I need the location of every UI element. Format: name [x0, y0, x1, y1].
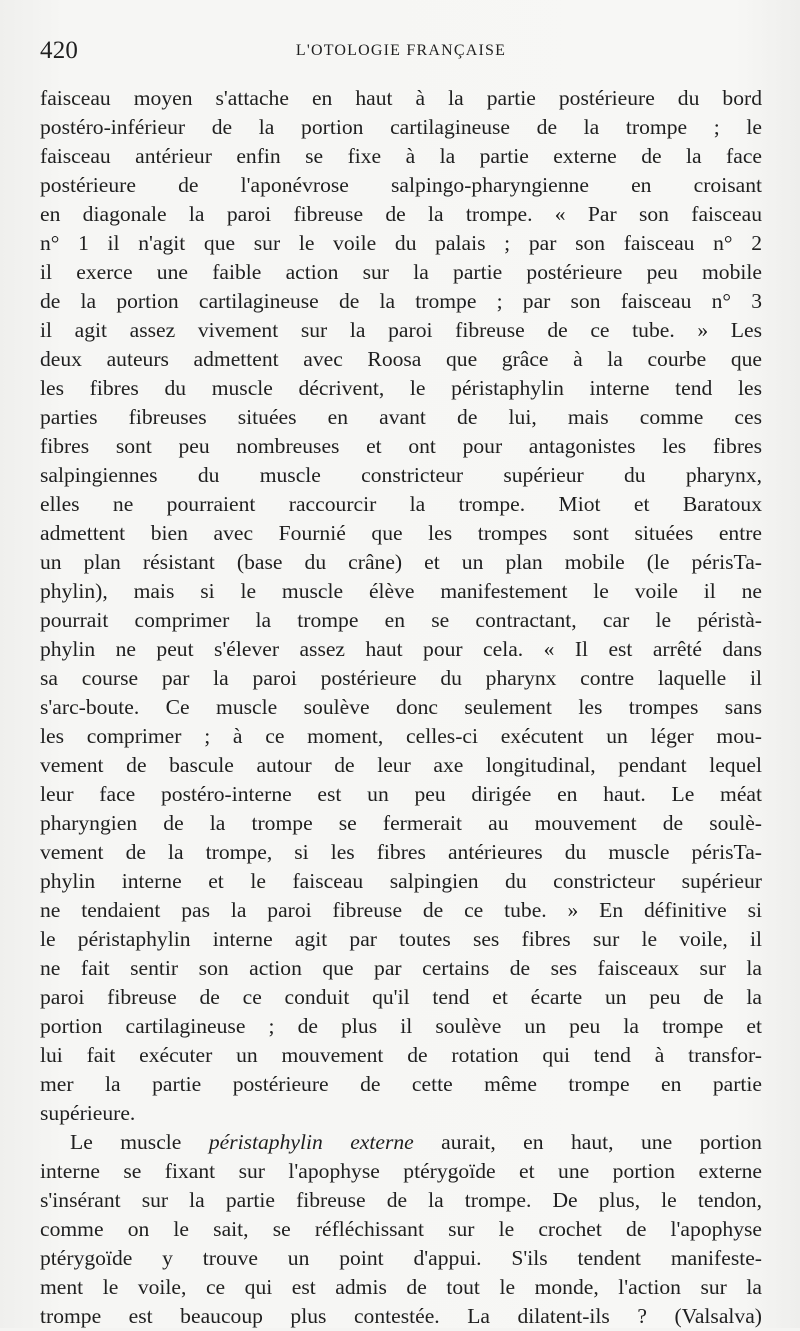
text-line: ne fait sentir son action que par certains de ses faisceaux sur la — [40, 956, 762, 980]
text-line: vement de la trompe, si les fibres antérieures du muscle périsTa- — [40, 840, 762, 864]
text-line: sa course par la paroi postérieure du pharynx contre laquelle il — [40, 666, 762, 690]
text-line: un plan résistant (base du crâne) et un plan mobile (le périsTa- — [40, 550, 762, 574]
text-line: en diagonale la paroi fibreuse de la trompe. « Par son faisceau — [40, 202, 762, 226]
text-line: salpingiennes du muscle constricteur supérieur du pharynx, — [40, 463, 762, 487]
text-line: interne se fixant sur l'apophyse ptérygoïde et une portion externe — [40, 1159, 762, 1183]
paragraph-first-line — [40, 1128, 762, 1157]
text-line: mer la partie postérieure de cette même trompe en partie — [40, 1072, 762, 1096]
text-line: admettent bien avec Fournié que les trompes sont situées entre — [40, 521, 762, 545]
text-line: les comprimer ; à ce moment, celles-ci exécutent un léger mou- — [40, 724, 762, 748]
text-line: parties fibreuses situées en avant de lui, mais comme ces — [40, 405, 762, 429]
paragraph-last-line: supérieure. — [40, 1101, 136, 1125]
text-line: ne tendaient pas la paroi fibreuse de ce tube. » En définitive si — [40, 898, 762, 922]
text-line: lui fait exécuter un mouvement de rotation qui tend à transfor- — [40, 1043, 762, 1067]
text-line: portion cartilagineuse ; de plus il soulève un peu la trompe et — [40, 1014, 762, 1038]
text-line: paroi fibreuse de ce conduit qu'il tend et écarte un peu de la — [40, 985, 762, 1009]
text-line: de la portion cartilagineuse de la trompe ; par son faisceau n° 3 — [40, 289, 762, 313]
text-line: ptérygoïde y trouve un point d'appui. S'ils tendent manifeste- — [40, 1246, 762, 1270]
page-header — [40, 28, 762, 70]
body-text — [40, 84, 762, 1331]
page-number: 420 — [40, 37, 79, 64]
italic-term: péristaphylin externe — [208, 1130, 414, 1154]
text-line: s'insérant sur la partie fibreuse de la trompe. De plus, le tendon, — [40, 1188, 762, 1212]
text-line: leur face postéro-interne est un peu dirigée en haut. Le méat — [40, 782, 762, 806]
text-line: trompe est beaucoup plus contestée. La dilatent-ils ? (Valsalva) — [40, 1304, 762, 1328]
text-line: s'arc-boute. Ce muscle soulève donc seulement les trompes sans — [40, 695, 762, 719]
text-line: le péristaphylin interne agit par toutes ses fibres sur le voile, il — [40, 927, 762, 951]
text-line: postérieure de l'aponévrose salpingo-pharyngienne en croisant — [40, 173, 762, 197]
line-segment: Le muscle — [70, 1130, 209, 1154]
text-line: ment le voile, ce qui est admis de tout le monde, l'action sur la — [40, 1275, 762, 1299]
line-segment: aurait, en haut, une portion — [413, 1130, 762, 1154]
text-line: postéro-inférieur de la portion cartilagineuse de la trompe ; le — [40, 115, 762, 139]
text-line: phylin interne et le faisceau salpingien du constricteur supérieur — [40, 869, 762, 893]
text-line: faisceau antérieur enfin se fixe à la partie externe de la face — [40, 144, 762, 168]
text-line: les fibres du muscle décrivent, le péristaphylin interne tend les — [40, 376, 762, 400]
text-line: phylin ne peut s'élever assez haut pour cela. « Il est arrêté dans — [40, 637, 762, 661]
text-line: faisceau moyen s'attache en haut à la partie postérieure du bord — [40, 86, 762, 110]
text-line: phylin), mais si le muscle élève manifestement le voile il ne — [40, 579, 762, 603]
text-line: pourrait comprimer la trompe en se contractant, car le péristà- — [40, 608, 762, 632]
text-line: comme on le sait, se réfléchissant sur le crochet de l'apophyse — [40, 1217, 762, 1241]
text-line: pharyngien de la trompe se fermerait au mouvement de soulè- — [40, 811, 762, 835]
text-line: n° 1 il n'agit que sur le voile du palais ; par son faisceau n° 2 — [40, 231, 762, 255]
text-line: il agit assez vivement sur la paroi fibreuse de ce tube. » Les — [40, 318, 762, 342]
text-line: fibres sont peu nombreuses et ont pour antagonistes les fibres — [40, 434, 762, 458]
text-line: il exerce une faible action sur la partie postérieure peu mobile — [40, 260, 762, 284]
running-head: L'OTOLOGIE FRANÇAISE — [295, 42, 507, 59]
text-line: vement de bascule autour de leur axe longitudinal, pendant lequel — [40, 753, 762, 777]
text-line: elles ne pourraient raccourcir la trompe. Miot et Baratoux — [40, 492, 762, 516]
text-line: deux auteurs admettent avec Roosa que grâce à la courbe que — [40, 347, 762, 371]
